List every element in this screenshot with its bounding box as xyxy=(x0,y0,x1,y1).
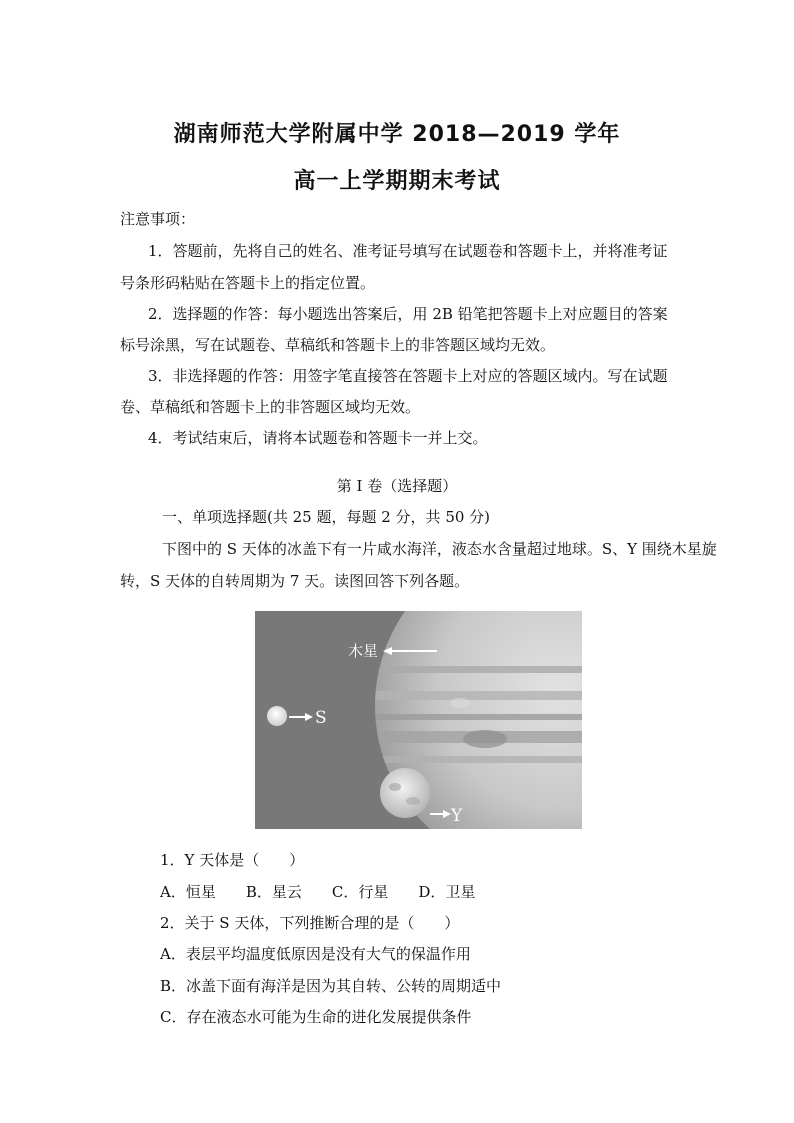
page-title: 湖南师范大学附属中学 2018—2019 学年 xyxy=(173,122,621,147)
notice-item-4: 4．考试结束后，请将本试题卷和答题卡一并上交。 xyxy=(148,429,488,447)
section-title: 第 I 卷（选择题） xyxy=(336,477,458,495)
notice-item-3-line1: 3．非选择题的作答：用签字笔直接答在答题卡上对应的答题区域内。写在试题 xyxy=(148,367,668,385)
notice-item-1-line1: 1．答题前，先将自己的姓名、准考证号填写在试题卷和答题卡上，并将准考证 xyxy=(148,242,668,260)
moon-y xyxy=(380,768,430,818)
intro-line2: 转，S 天体的自转周期为 7 天。读图回答下列各题。 xyxy=(120,572,470,590)
notice-item-2-line2: 标号涂黑，写在试题卷、草稿纸和答题卡上的非答题区域均无效。 xyxy=(120,336,556,354)
y-label: Y xyxy=(451,806,463,826)
page-subtitle: 高一上学期期末考试 xyxy=(293,169,501,194)
notice-item-2-line1: 2．选择题的作答：每小题选出答案后，用 2B 铅笔把答题卡上对应题目的答案 xyxy=(148,305,668,323)
s-label: S xyxy=(315,708,327,728)
question-2-option-b: B．冰盖下面有海洋是因为其自转、公转的周期适中 xyxy=(160,977,502,995)
question-1-options: A．恒星 B．星云 C．行星 D．卫星 xyxy=(160,883,476,901)
notice-item-3-line2: 卷、草稿纸和答题卡上的非答题区域均无效。 xyxy=(120,398,421,416)
intro-line1: 下图中的 S 天体的冰盖下有一片咸水海洋，液态水含量超过地球。S、Y 围绕木星旋 xyxy=(162,540,717,558)
jupiter-label: 木星 xyxy=(348,642,379,660)
jupiter-figure xyxy=(255,611,582,829)
moon-s xyxy=(267,706,287,726)
jupiter-figure-image xyxy=(255,611,582,829)
notice-heading: 注意事项： xyxy=(120,210,196,228)
question-2-option-a: A．表层平均温度低原因是没有大气的保温作用 xyxy=(160,945,471,963)
notice-item-1-line2: 号条形码粘贴在答题卡上的指定位置。 xyxy=(120,274,376,292)
question-2-stem: 2．关于 S 天体，下列推断合理的是（ ） xyxy=(160,914,460,932)
question-1-stem: 1．Y 天体是（ ） xyxy=(160,851,305,869)
part-heading: 一、单项选择题(共 25 题，每题 2 分，共 50 分) xyxy=(162,508,491,526)
question-2-option-c: C．存在液态水可能为生命的进化发展提供条件 xyxy=(160,1008,472,1026)
